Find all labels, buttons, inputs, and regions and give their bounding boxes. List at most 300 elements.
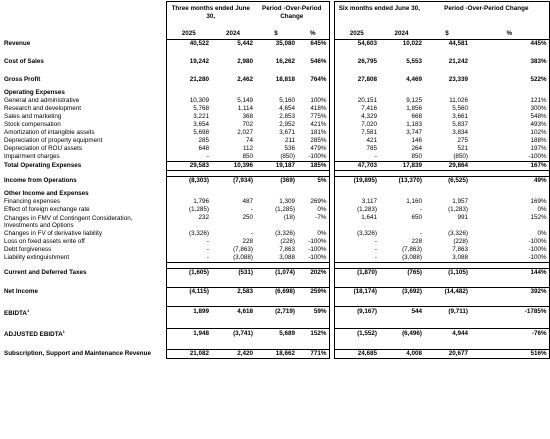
cell-2025-q: (1,285) (166, 206, 211, 214)
row-taxes (1, 269, 549, 278)
cell-2024-h: - (419, 230, 423, 237)
cell-2025-q: (3,326) (166, 230, 211, 238)
row-other-income-expenses (1, 190, 549, 198)
cell-2025-h: (9,167) (334, 307, 379, 318)
row-depreciation-property (1, 137, 549, 145)
row-label-text: Effect of foreign exchange rate (4, 206, 90, 213)
row-general-admin (1, 97, 549, 105)
row-income-from-operations (1, 177, 549, 186)
cell-pct-h: -100% (470, 254, 549, 263)
cell-2024-h: (3,692) (379, 288, 424, 297)
cell-change-q (255, 190, 297, 198)
cell-pct-q: 546% (297, 58, 329, 66)
header-row-columns (1, 29, 549, 40)
cell-pct-q: 645% (297, 40, 329, 49)
spacer-row (1, 318, 549, 329)
row-label (1, 58, 166, 66)
cell-pct-q: 269% (297, 198, 329, 206)
cell-2025-q: 5,768 (166, 105, 211, 113)
cell-pct-h: 152% (470, 214, 549, 230)
cell-pct-q: -100% (297, 153, 329, 162)
cell-change-h: (9,711) (424, 307, 470, 318)
row-net-income (1, 288, 549, 297)
cell-2025-q: 29,583 (166, 162, 211, 171)
cell-2025-q: 3,654 (166, 121, 211, 129)
row-ebidta (1, 307, 549, 318)
row-label (1, 288, 166, 297)
row-revenue (1, 40, 549, 49)
row-label-text: Operating Expenses (4, 89, 65, 96)
cell-2025-q: 1,948 (166, 328, 211, 339)
footnote-marker: 1 (62, 329, 65, 335)
row-label (1, 198, 166, 206)
cell-2025-h: - (334, 254, 379, 263)
row-operating-expenses (1, 89, 549, 97)
cell-change-q: 211 (284, 137, 296, 144)
financial-table (1, 1, 550, 359)
row-label-text: Total Operating Expenses (4, 162, 82, 169)
cell-2024-h: 1,183 (406, 121, 423, 128)
cell-pct-q: 152% (297, 328, 329, 339)
row-sales-marketing (1, 113, 549, 121)
cell-pct-h (470, 89, 549, 97)
cell-pct-h: 392% (470, 288, 549, 297)
row-label (1, 214, 166, 230)
row-label (1, 162, 166, 171)
cell-2024-h: 146 (411, 137, 423, 144)
row-label (1, 89, 166, 97)
cell-2024-h: (6,496) (379, 328, 424, 339)
cell-2025-h: (18,174) (334, 288, 379, 297)
cell-pct-h: -100% (470, 238, 549, 246)
cell-pct-h: 188% (470, 137, 549, 145)
cell-2024-h: 228 (411, 238, 423, 245)
cell-2025-q: - (166, 254, 211, 263)
cell-change-q: 4,654 (279, 105, 296, 112)
cell-change-q: 3,671 (279, 129, 296, 136)
cell-2024-q: 5,149 (237, 97, 254, 104)
row-cost-of-sales (1, 58, 549, 66)
cell-2025-q: 19,242 (166, 58, 211, 66)
cell-change-q: 16,262 (275, 58, 296, 65)
cell-pct-h: -76% (470, 328, 549, 339)
row-label (1, 269, 166, 278)
cell-pct-h: 516% (470, 350, 549, 359)
cell-2025-q: 40,522 (166, 40, 211, 49)
cell-change-h: 5,560 (452, 105, 469, 112)
cell-pct-h: 383% (470, 58, 549, 66)
cell-pct-q: 5% (297, 177, 329, 186)
col-2024-b: 2024 (379, 29, 424, 40)
cell-2025-q: 1,796 (166, 198, 211, 206)
cell-change-h: 44,581 (448, 40, 469, 47)
cell-change-h: 20,677 (424, 350, 470, 359)
cell-2024-h: 10,022 (402, 40, 423, 47)
cell-2025-h: 7,416 (334, 105, 379, 113)
row-label (1, 238, 166, 246)
row-label (1, 129, 166, 137)
col-2024-a: 2024 (211, 29, 255, 40)
row-label-text: Changes in FV of derivative liability (4, 230, 102, 237)
cell-2024-h (379, 190, 424, 198)
cell-2025-h: 20,151 (334, 97, 379, 105)
cell-change-q: (1,285) (275, 206, 296, 213)
cell-change-h: 7,863 (452, 246, 469, 253)
cell-pct-h: 167% (470, 162, 549, 171)
cell-2024-q: 228 (242, 238, 254, 245)
cell-change-h: (1,283) (448, 206, 469, 213)
col-dollar-b: $ (424, 29, 470, 40)
col-percent-b: % (470, 29, 549, 40)
row-label (1, 328, 166, 339)
cell-change-h: 23,339 (448, 76, 469, 83)
cell-change-h: (228) (453, 238, 469, 245)
cell-change-q: 5,689 (255, 328, 297, 339)
cell-2024-q: 2,980 (237, 58, 254, 65)
cell-change-h: 29,864 (424, 162, 470, 171)
row-total-operating-expenses (1, 162, 549, 171)
row-label-text: Loss on fixed assets write off (4, 238, 85, 245)
row-label (1, 113, 166, 121)
cell-pct-q: 285% (297, 137, 329, 145)
cell-2025-h: 7,581 (334, 129, 379, 137)
cell-2024-q: 368 (242, 113, 254, 120)
row-label-text: Stock compensation (4, 121, 61, 128)
row-label-text: Impairment charges (4, 153, 60, 161)
cell-2025-h: (19,895) (334, 177, 379, 186)
spacer-row (1, 277, 549, 288)
period-change-header-2: Period -Over-Period Change (424, 2, 549, 30)
cell-2024-q: 487 (242, 198, 254, 205)
cell-pct-q: 202% (297, 269, 329, 278)
cell-pct-h: -100% (470, 153, 549, 162)
cell-change-q: (3,326) (275, 230, 296, 237)
cell-2025-q: 10,309 (166, 97, 211, 105)
cell-change-q: 18,662 (255, 350, 297, 359)
cell-change-q: (18) (283, 214, 296, 221)
row-gross-profit (1, 76, 549, 84)
row-stock-compensation (1, 121, 549, 129)
cell-2024-h: 3,747 (406, 129, 423, 136)
spacer-row (1, 296, 549, 307)
cell-change-h: 11,026 (449, 97, 469, 104)
cell-change-q: 19,187 (255, 162, 297, 171)
cell-2024-q (211, 190, 255, 198)
cell-2024-q: 2,462 (237, 76, 254, 83)
cell-2024-q: 10,396 (211, 162, 255, 171)
cell-pct-h: 522% (470, 76, 549, 84)
cell-2024-q: 4,618 (211, 307, 255, 318)
cell-change-h: (3,326) (448, 230, 469, 237)
cell-2025-q: 1,899 (166, 307, 211, 318)
cell-2024-q: 850 (211, 153, 255, 162)
cell-2025-h (334, 89, 379, 97)
cell-2024-h: 4,008 (379, 350, 424, 359)
cell-2024-q: (7,934) (211, 177, 255, 186)
row-label-text: Subscription, Support and Maintenance Revenue (4, 350, 151, 358)
row-label-text: Depreciation of ROU assets (4, 145, 83, 152)
cell-change-q: (6,698) (255, 288, 297, 297)
row-label-text: ADJUSTED EBIDTA (4, 331, 63, 339)
cell-pct-q: 479% (297, 145, 329, 153)
cell-change-h (424, 190, 470, 198)
cell-change-h: 1,957 (452, 198, 469, 205)
cell-2024-h: 1,160 (406, 198, 423, 205)
cell-2025-h: 785 (334, 145, 379, 153)
cell-change-h: (850) (424, 153, 470, 162)
cell-2025-h: (3,326) (334, 230, 379, 238)
cell-change-q: (1,074) (255, 269, 297, 278)
cell-pct-q: 185% (297, 162, 329, 171)
row-label (1, 137, 166, 145)
row-label-text: Gross Profit (4, 76, 41, 83)
cell-2025-h: (1,283) (334, 206, 379, 214)
cell-2025-h: - (334, 246, 379, 254)
cell-2025-h: (1,552) (334, 328, 379, 339)
row-impairment (1, 153, 549, 162)
cell-2025-h: 26,795 (334, 58, 379, 66)
row-label (1, 145, 166, 153)
row-label (1, 254, 166, 263)
cell-change-h: 4,944 (424, 328, 470, 339)
cell-change-q: 536 (284, 145, 296, 152)
row-label-text: Cost of Sales (4, 58, 44, 65)
cell-pct-h: 493% (470, 121, 549, 129)
cell-2025-q: (1,605) (166, 269, 211, 278)
footnote-marker: 1 (26, 307, 30, 313)
cell-change-h: (6,525) (424, 177, 470, 186)
cell-2024-q: 702 (242, 121, 254, 128)
cell-2025-h: 4,329 (334, 113, 379, 121)
row-subscription-revenue (1, 350, 549, 359)
row-fv-derivative (1, 230, 549, 238)
cell-2025-q: 285 (166, 137, 211, 145)
cell-2024-h: 650 (411, 214, 423, 221)
cell-pct-q: 775% (297, 113, 329, 121)
cell-2025-h: 27,808 (334, 76, 379, 84)
col-2025-a: 2025 (166, 29, 211, 40)
cell-2025-q: - (166, 153, 211, 162)
cell-change-q: (228) (280, 238, 296, 245)
cell-2025-q: 21,082 (166, 350, 211, 359)
cell-2024-h: 17,839 (379, 162, 424, 171)
row-label (1, 177, 166, 186)
cell-pct-h (470, 190, 549, 198)
cell-2024-q: 2,420 (211, 350, 255, 359)
cell-2025-h: 47,703 (334, 162, 379, 171)
cell-2025-q: (8,303) (166, 177, 211, 186)
row-label-text: EBIDTA (4, 309, 27, 317)
row-label-text: Amortization of intangible assets (4, 129, 95, 136)
cell-pct-q: 181% (297, 129, 329, 137)
cell-pct-h: 102% (470, 129, 549, 137)
cell-change-q: 7,863 (279, 246, 296, 253)
cell-2024-q: 2,583 (211, 288, 255, 297)
row-label-text: Current and Deferred Taxes (4, 268, 87, 276)
cell-change-q: 35,080 (275, 40, 296, 47)
cell-pct-q: 59% (297, 307, 329, 318)
cell-change-q: (2,719) (255, 307, 297, 318)
cell-pct-q: 0% (297, 230, 329, 238)
cell-2024-q: 1,114 (237, 105, 254, 112)
six-months-header: Six months ended June 30, (334, 2, 424, 30)
cell-2024-h: (3,088) (379, 254, 424, 263)
cell-pct-h: 121% (470, 97, 549, 105)
cell-2025-h: - (334, 238, 379, 246)
cell-change-q: 2,853 (279, 113, 296, 120)
cell-2025-q (166, 190, 211, 198)
cell-2024-q: 74 (246, 137, 254, 144)
cell-change-h: 3,834 (452, 129, 469, 136)
cell-2024-h: 264 (411, 145, 423, 152)
cell-2025-h: 54,603 (334, 40, 379, 49)
row-label-text: Other Income and Expenses (4, 190, 89, 197)
cell-pct-q: -7% (297, 214, 329, 230)
cell-2024-q: (3,088) (211, 254, 255, 263)
cell-pct-h: 49% (470, 177, 549, 186)
row-debt-forgiveness (1, 246, 549, 254)
cell-2024-q: 250 (242, 214, 254, 221)
row-label (1, 230, 166, 238)
cell-pct-q: 421% (297, 121, 329, 129)
cell-pct-q: -100% (297, 254, 329, 263)
row-label (1, 40, 166, 49)
cell-2024-q: (7,863) (233, 246, 254, 253)
row-label-text: Changes in FMV of Contingent Consideration, Investments and Options (4, 214, 133, 229)
spacer-row (1, 339, 549, 350)
cell-change-q: 1,309 (279, 198, 296, 205)
cell-2024-h: 850 (379, 153, 424, 162)
row-label (1, 105, 166, 113)
row-label-text: Net Income (4, 287, 38, 295)
cell-pct-q: 100% (297, 97, 329, 105)
cell-pct-h: -100% (470, 246, 549, 254)
cell-pct-q: 764% (297, 76, 329, 84)
cell-2024-h: 544 (379, 307, 424, 318)
cell-2025-q: (4,115) (166, 288, 211, 297)
cell-2024-q: 5,442 (237, 40, 254, 47)
cell-2025-h: 7,020 (334, 121, 379, 129)
col-percent-a: % (297, 29, 329, 40)
row-label (1, 307, 166, 318)
three-months-header: Three months ended June 30, (166, 2, 255, 30)
row-financing-expenses (1, 198, 549, 206)
cell-2024-h: 4,469 (406, 76, 423, 83)
row-adjusted-ebidta (1, 328, 549, 339)
row-label (1, 121, 166, 129)
cell-change-h: 21,242 (448, 58, 469, 65)
cell-pct-q: 0% (297, 206, 329, 214)
cell-pct-h: 169% (470, 198, 549, 206)
row-fx-effect (1, 206, 549, 214)
cell-2025-h: - (334, 153, 379, 162)
cell-change-h: (1,105) (424, 269, 470, 278)
row-label-text: Depreciation of property equipment (4, 137, 103, 144)
cell-2025-q: - (166, 246, 211, 254)
row-label-text: Income from Operations (4, 176, 77, 184)
cell-2025-q: 232 (166, 214, 211, 230)
cell-pct-h: 300% (470, 105, 549, 113)
cell-2024-q: 2,027 (237, 129, 254, 136)
row-label-text: General and administrative (4, 97, 80, 104)
cell-2025-q (166, 89, 211, 97)
cell-change-h: (14,482) (424, 288, 470, 297)
cell-2024-q: - (250, 206, 254, 213)
cell-change-q: 5,160 (279, 97, 296, 104)
row-label (1, 97, 166, 105)
cell-2024-q: - (250, 230, 254, 237)
row-research-dev (1, 105, 549, 113)
col-2025-b: 2025 (334, 29, 379, 40)
cell-change-h: 275 (457, 137, 469, 144)
cell-pct-h: 144% (470, 269, 549, 278)
cell-change-q: (850) (255, 153, 297, 162)
row-label-text: Sales and marketing (4, 113, 62, 120)
cell-2024-h (379, 89, 424, 97)
cell-pct-q: -100% (297, 238, 329, 246)
cell-2025-q: 3,221 (166, 113, 211, 121)
row-label-text: Liability extinguishment (4, 254, 70, 262)
cell-pct-q: 259% (297, 288, 329, 297)
row-label (1, 350, 166, 359)
cell-2025-q: 5,698 (166, 129, 211, 137)
cell-2024-h: (765) (379, 269, 424, 278)
row-label (1, 246, 166, 254)
row-label (1, 76, 166, 84)
header-row-titles (1, 2, 549, 30)
cell-2024-q: 112 (242, 145, 254, 152)
cell-2024-h: 668 (411, 113, 423, 120)
cell-2024-q (211, 89, 255, 97)
row-amortization (1, 129, 549, 137)
cell-2025-q: 648 (166, 145, 211, 153)
cell-2024-h: 5,553 (406, 58, 423, 65)
cell-change-h: 3,088 (424, 254, 470, 263)
cell-2025-h: 1,641 (334, 214, 379, 230)
cell-2024-q: (3,741) (211, 328, 255, 339)
cell-change-q: 18,818 (275, 76, 296, 83)
cell-change-h: 5,837 (452, 121, 469, 128)
cell-change-q (255, 89, 297, 97)
cell-pct-h: 197% (470, 145, 549, 153)
cell-pct-q: 418% (297, 105, 329, 113)
cell-2024-q: (531) (211, 269, 255, 278)
cell-2025-q: 21,280 (166, 76, 211, 84)
row-depreciation-rou (1, 145, 549, 153)
row-label (1, 153, 166, 162)
row-liability-extinguishment (1, 254, 549, 263)
cell-2024-h: 1,856 (406, 105, 423, 112)
row-label-text: Revenue (4, 39, 31, 47)
cell-pct-q: -100% (297, 246, 329, 254)
spacer-row (1, 66, 549, 76)
cell-pct-h: 0% (470, 206, 549, 214)
cell-pct-q (297, 190, 329, 198)
cell-change-q: (369) (255, 177, 297, 186)
row-label-text: Financing expenses (4, 198, 61, 205)
cell-change-q: 3,088 (255, 254, 297, 263)
spacer-row (1, 48, 549, 58)
cell-2025-h: 3,117 (334, 198, 379, 206)
cell-pct-h: 548% (470, 113, 549, 121)
row-label (1, 206, 166, 214)
cell-2024-h: (7,863) (402, 246, 423, 253)
cell-2024-h: - (419, 206, 423, 213)
cell-pct-h: -1785% (470, 307, 549, 318)
cell-pct-q (297, 89, 329, 97)
cell-pct-h: 0% (470, 230, 549, 238)
row-label (1, 190, 166, 198)
